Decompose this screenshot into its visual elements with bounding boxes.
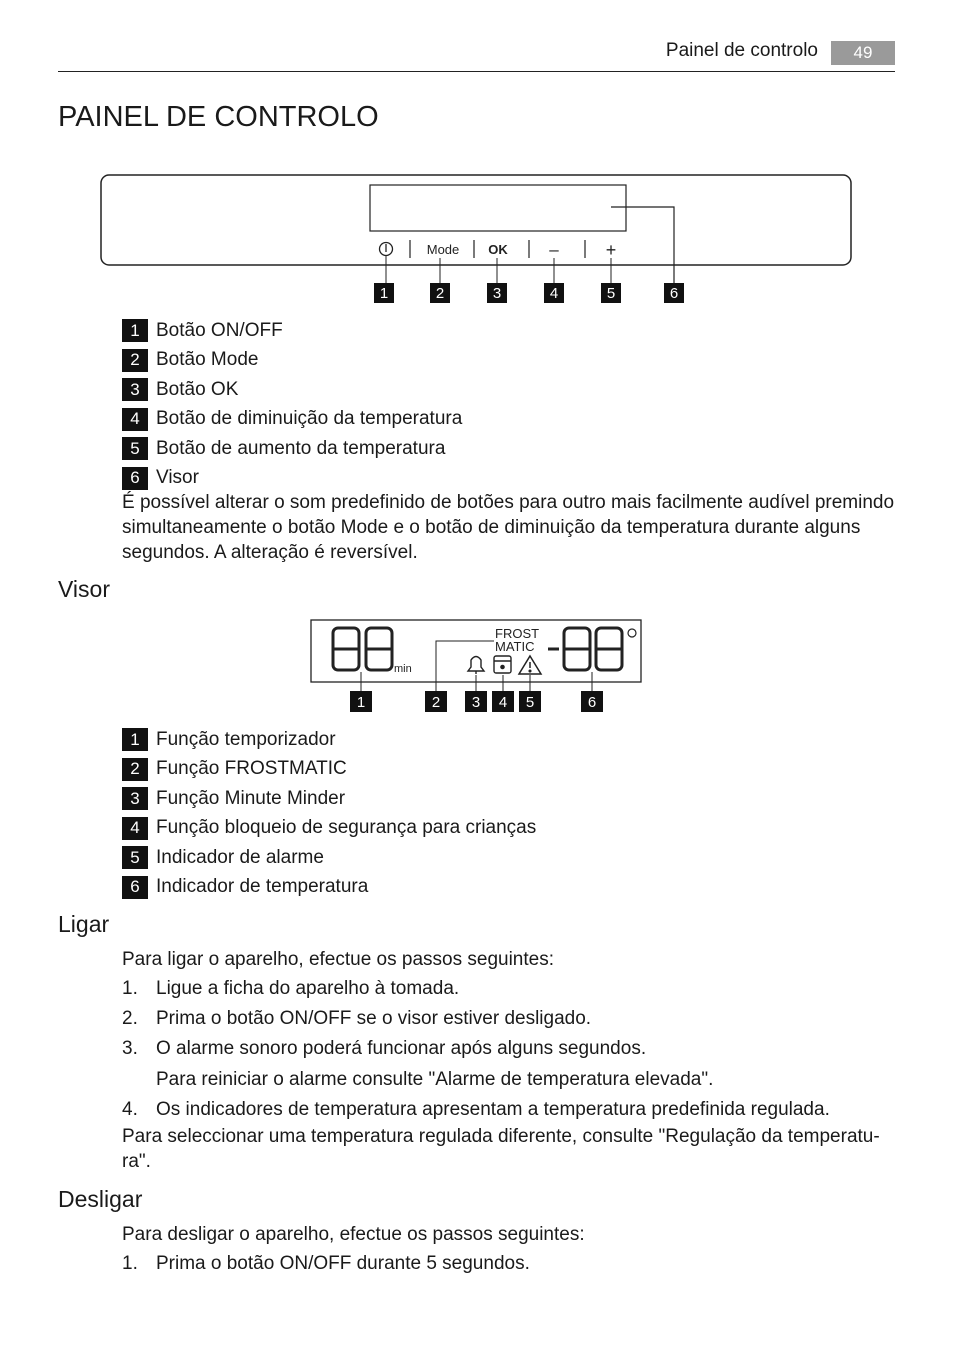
section-heading-desligar: Desligar [58, 1186, 143, 1212]
desligar-intro: Para desligar o aparelho, efectue os passos seguintes: [122, 1224, 585, 1245]
legend-label: Botão de aumento da temperatura [156, 437, 446, 459]
legend-label: Botão OK [156, 378, 239, 400]
mode-button-label: Mode [426, 242, 460, 257]
display-callout-3 [465, 691, 487, 712]
legend-item [122, 814, 536, 844]
display-diagram [0, 600, 954, 720]
legend-number: 3 [122, 787, 148, 810]
callout-4 [544, 283, 564, 303]
step-number: 3. [122, 1038, 138, 1059]
legend-number: 4 [122, 408, 148, 431]
legend-label: Botão Mode [156, 349, 259, 371]
legend-number: 2 [122, 758, 148, 781]
legend-item [122, 316, 462, 346]
ok-button-label: OK [488, 242, 508, 257]
legend-label: Função bloqueio de segurança para crianças [156, 817, 537, 839]
step-number: 2. [122, 1008, 138, 1029]
legend-item [122, 464, 462, 494]
step-number: 1. [122, 1253, 138, 1274]
step-number: 4. [122, 1099, 138, 1120]
display-callout-1 [350, 691, 372, 712]
callout-6 [664, 283, 684, 303]
legend-number: 1 [122, 319, 148, 342]
legend-number: 2 [122, 349, 148, 372]
svg-text:6: 6 [669, 285, 679, 302]
legend-item [122, 755, 536, 785]
svg-text:1: 1 [379, 285, 389, 302]
svg-text:1: 1 [356, 694, 366, 711]
temperature-digits [548, 628, 622, 670]
minus-button-label: – [549, 240, 559, 259]
svg-text:4: 4 [549, 285, 559, 302]
svg-text:2: 2 [431, 694, 441, 711]
step-text: Prima o botão ON/OFF durante 5 segundos. [156, 1253, 530, 1274]
min-label: min [394, 663, 412, 675]
callout-1 [374, 283, 394, 303]
svg-text:2: 2 [435, 285, 445, 302]
callout-3 [487, 283, 507, 303]
legend-label: Botão de diminuição da temperatura [156, 408, 463, 430]
panel-legend [122, 316, 462, 493]
legend-label: Função FROSTMATIC [156, 758, 347, 780]
step-text: O alarme sonoro poderá funcionar após alguns segundos. [156, 1038, 647, 1059]
frost-label: FROST [495, 626, 540, 641]
legend-number: 4 [122, 817, 148, 840]
display-callout-6 [581, 691, 603, 712]
display-callout-2 [425, 691, 447, 712]
svg-text:4: 4 [498, 694, 508, 711]
degree-icon [628, 629, 636, 637]
power-icon [380, 243, 393, 256]
legend-item [122, 346, 462, 376]
ligar-note: Para seleccionar uma temperatura regulada diferente, consulte "Regulação da temperatu-ra". [122, 1126, 880, 1172]
bell-icon [468, 657, 484, 675]
display-callout-4 [492, 691, 514, 712]
callout-2 [430, 283, 450, 303]
warning-icon [519, 656, 541, 674]
svg-text:5: 5 [606, 285, 616, 302]
ligar-intro: Para ligar o aparelho, efectue os passos seguintes: [122, 949, 554, 970]
legend-number: 6 [122, 467, 148, 490]
legend-label: Indicador de alarme [156, 846, 324, 868]
callout-5 [601, 283, 621, 303]
page-title: PAINEL DE CONTROLO [58, 101, 379, 133]
page-number: 49 [831, 41, 895, 65]
section-heading-ligar: Ligar [58, 911, 110, 937]
svg-text:6: 6 [587, 694, 597, 711]
plus-button-label: + [605, 240, 617, 260]
legend-number: 1 [122, 728, 148, 751]
control-panel-diagram [0, 0, 954, 310]
step-text: Prima o botão ON/OFF se o visor estiver desligado. [156, 1008, 592, 1029]
legend-item [122, 725, 536, 755]
legend-label: Função Minute Minder [156, 787, 346, 809]
legend-label: Função temporizador [156, 728, 336, 750]
callout-line-6 [611, 207, 674, 285]
legend-item [122, 784, 536, 814]
header-section-title: Painel de controlo [665, 40, 818, 61]
legend-item [122, 873, 536, 903]
step-number: 1. [122, 978, 138, 999]
svg-text:5: 5 [525, 694, 535, 711]
legend-number: 6 [122, 876, 148, 899]
panel-outline [101, 175, 851, 265]
step-text: Ligue a ficha do aparelho à tomada. [156, 978, 460, 999]
legend-item [122, 375, 462, 405]
display-window [370, 185, 626, 231]
timer-digits [333, 628, 392, 670]
svg-text:3: 3 [492, 285, 502, 302]
legend-item [122, 843, 536, 873]
legend-label: Indicador de temperatura [156, 876, 369, 898]
legend-item [122, 434, 462, 464]
step-text: Para reiniciar o alarme consulte "Alarme de temperatura elevada". [156, 1069, 714, 1090]
child-lock-icon [494, 656, 511, 673]
section-heading-visor: Visor [58, 576, 110, 602]
legend-number: 5 [122, 846, 148, 869]
svg-text:3: 3 [471, 694, 481, 711]
matic-label: MATIC [495, 639, 535, 654]
display-legend [122, 725, 536, 902]
panel-note: É possível alterar o som predefinido de botões para outro mais facilmente audível premindo simultaneamente o botão Mode e o botão de diminuição da temperatura durante alguns segundos. A alteração é reversível. [122, 492, 895, 563]
legend-label: Botão ON/OFF [156, 319, 283, 341]
legend-number: 5 [122, 437, 148, 460]
legend-label: Visor [156, 467, 199, 489]
legend-item [122, 405, 462, 435]
step-text: Os indicadores de temperatura apresentam a temperatura predefinida regulada. [156, 1099, 830, 1120]
legend-number: 3 [122, 378, 148, 401]
display-callout-5 [519, 691, 541, 712]
